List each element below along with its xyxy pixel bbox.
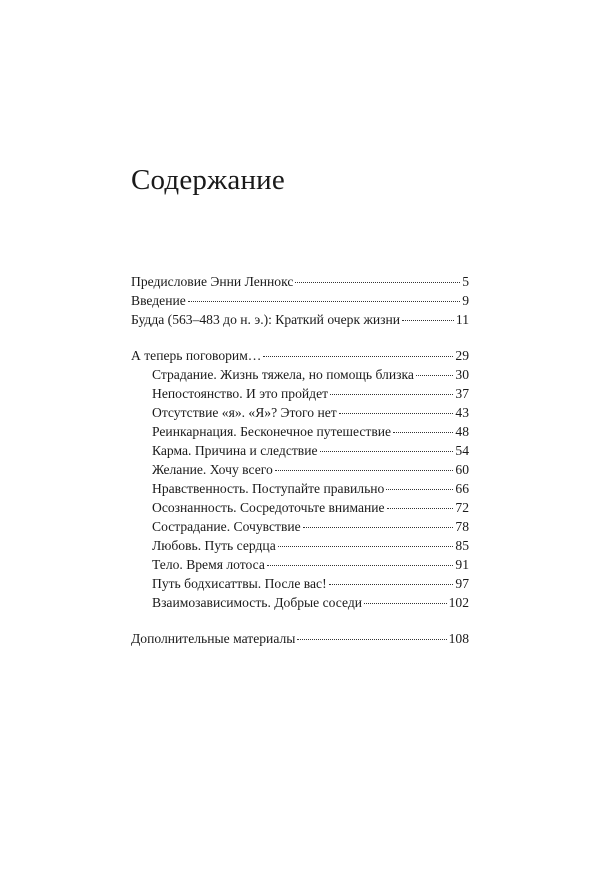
toc-entry-label: Страдание. Жизнь тяжела, но помощь близка	[152, 367, 414, 382]
toc-entry-label: Непостоянство. И это пройдет	[152, 386, 329, 401]
dot-leader	[297, 639, 446, 640]
toc-entry-page: 91	[455, 557, 469, 572]
dot-leader	[278, 546, 454, 547]
toc-entry-page: 60	[455, 462, 469, 477]
toc-entry-label: Отсутствие «я». «Я»? Этого нет	[152, 405, 337, 420]
dot-leader	[263, 356, 453, 357]
dot-leader	[267, 565, 454, 566]
toc-entry-page: 66	[455, 481, 469, 496]
toc-chapter-entry	[131, 422, 469, 441]
toc-entry-additional-materials	[131, 629, 469, 648]
toc-entry-page: 37	[455, 386, 469, 401]
dot-leader	[416, 375, 453, 376]
toc-entry-page: 85	[455, 538, 469, 553]
toc-entry-page: 97	[455, 576, 469, 591]
toc-entry-page: 102	[448, 595, 469, 610]
toc-entry-page: 54	[455, 443, 469, 458]
spacer	[131, 612, 469, 629]
toc-entry-label: Осознанность. Сосредоточьте внимание	[152, 500, 385, 515]
toc-entry-label: Будда (563–483 до н. э.): Краткий очерк жизни	[131, 312, 401, 327]
toc-entry-page: 78	[455, 519, 469, 534]
toc-entry-label: Реинкарнация. Бесконечное путешествие	[152, 424, 392, 439]
dot-leader	[275, 470, 454, 471]
table-of-contents	[131, 272, 469, 648]
toc-entry-page: 108	[448, 631, 469, 646]
toc-entry-label: Нравственность. Поступайте правильно	[152, 481, 385, 496]
spacer	[131, 329, 469, 346]
toc-entry-page: 43	[455, 405, 469, 420]
toc-entry-page: 30	[455, 367, 469, 382]
dot-leader	[402, 320, 454, 321]
dot-leader	[393, 432, 453, 433]
toc-entry-label: Желание. Хочу всего	[152, 462, 273, 477]
toc-entry-page: 29	[455, 348, 469, 363]
toc-chapter-entry	[131, 384, 469, 403]
toc-chapter-entry	[131, 593, 469, 612]
dot-leader	[387, 508, 454, 509]
page-title: Содержание	[131, 164, 285, 196]
toc-entry-page: 11	[455, 312, 469, 327]
toc-entry-label: Любовь. Путь сердца	[152, 538, 276, 553]
toc-entry-label: Предисловие Энни Леннокс	[131, 274, 294, 289]
dot-leader	[303, 527, 454, 528]
toc-entry-label: Введение	[131, 293, 186, 308]
toc-entry-foreword	[131, 272, 469, 291]
toc-entry-page: 48	[455, 424, 469, 439]
toc-chapter-entry	[131, 441, 469, 460]
toc-chapter-entry	[131, 460, 469, 479]
chapter-list	[131, 365, 469, 612]
toc-chapter-entry	[131, 517, 469, 536]
dot-leader	[330, 394, 453, 395]
toc-chapter-entry	[131, 365, 469, 384]
toc-chapter-entry	[131, 536, 469, 555]
toc-chapter-entry	[131, 403, 469, 422]
dot-leader	[364, 603, 447, 604]
toc-chapter-entry	[131, 498, 469, 517]
toc-entry-page: 72	[455, 500, 469, 515]
toc-entry-label: Карма. Причина и следствие	[152, 443, 318, 458]
toc-entry-label: Сострадание. Сочувствие	[152, 519, 301, 534]
toc-entry-label: Тело. Время лотоса	[152, 557, 265, 572]
toc-entry-label: Дополнительные материалы	[131, 631, 296, 646]
dot-leader	[386, 489, 453, 490]
toc-entry-page: 9	[462, 293, 469, 308]
dot-leader	[339, 413, 454, 414]
toc-entry-page: 5	[462, 274, 469, 289]
toc-entry-buddha-bio	[131, 310, 469, 329]
dot-leader	[320, 451, 454, 452]
toc-chapter-entry	[131, 555, 469, 574]
dot-leader	[329, 584, 454, 585]
toc-chapter-entry	[131, 574, 469, 593]
toc-entry-label: Взаимозависимость. Добрые соседи	[152, 595, 363, 610]
toc-chapter-entry	[131, 479, 469, 498]
toc-entry-introduction	[131, 291, 469, 310]
toc-entry-label: Путь бодхисаттвы. После вас!	[152, 576, 327, 591]
dot-leader	[295, 282, 460, 283]
dot-leader	[188, 301, 460, 302]
toc-entry-label: А теперь поговорим…	[131, 348, 262, 363]
toc-section-heading	[131, 346, 469, 365]
